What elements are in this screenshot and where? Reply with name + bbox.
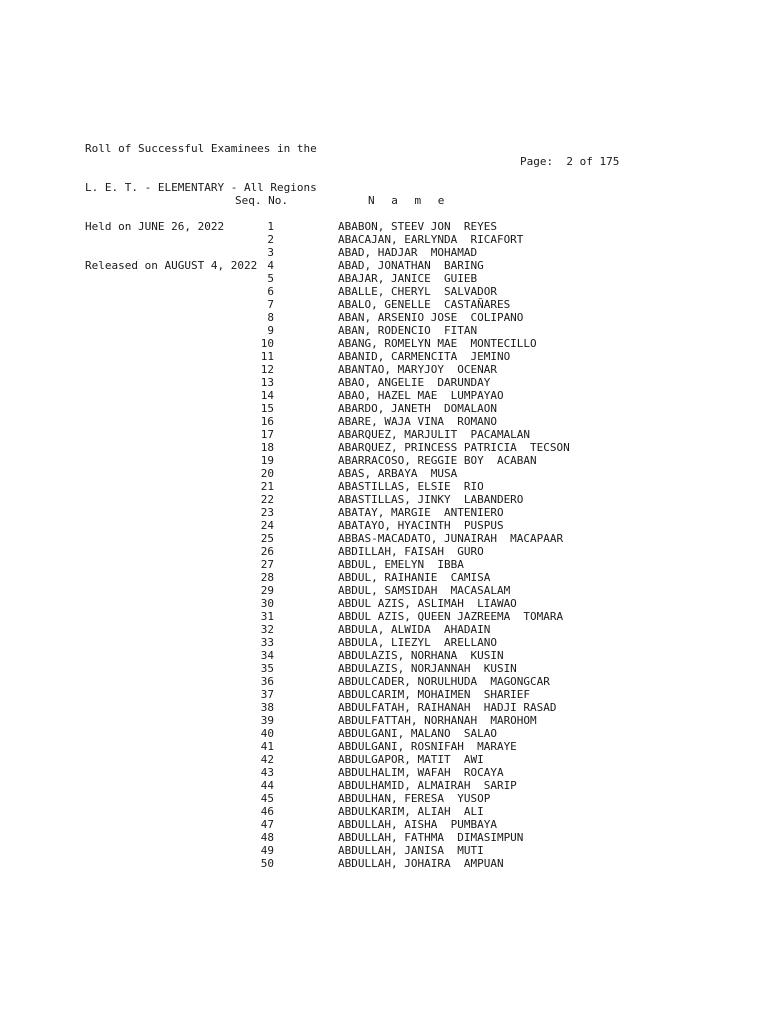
seq-number: 12 [260,363,274,376]
examinee-name: ABDILLAH, FAISAH GURO [338,545,484,558]
seq-number: 37 [260,688,274,701]
examinee-row [0,454,768,467]
examinee-name: ABDULGANI, ROSNIFAH MARAYE [338,740,517,753]
examinee-name: ABAD, HADJAR MOHAMAD [338,246,478,259]
examinee-name: ABARE, WAJA VINA ROMANO [338,415,497,428]
seq-number: 19 [260,454,274,467]
seq-number: 30 [260,597,274,610]
seq-number: 13 [260,376,274,389]
examinee-row [0,649,768,662]
examinee-row [0,857,768,870]
examinee-name: ABACAJAN, EARLYNDA RICAFORT [338,233,524,246]
examinee-name: ABASTILLAS, ELSIE RIO [338,480,484,493]
examinee-name: ABATAYO, HYACINTH PUSPUS [338,519,504,532]
examinee-name: ABDULFATAH, RAIHANAH HADJI RASAD [338,701,557,714]
examinee-name: ABARQUEZ, PRINCESS PATRICIA TECSON [338,441,570,454]
examinee-row [0,779,768,792]
examinee-name: ABDULHALIM, WAFAH ROCAYA [338,766,504,779]
seq-number: 4 [267,259,274,272]
examinee-name: ABANTAO, MARYJOY OCENAR [338,363,497,376]
examinee-row [0,233,768,246]
seq-number: 3 [267,246,274,259]
seq-number: 31 [260,610,274,623]
examinee-name: ABDULA, ALWIDA AHADAIN [338,623,491,636]
examinee-row [0,792,768,805]
seq-number: 36 [260,675,274,688]
seq-number: 28 [260,571,274,584]
examinee-name: ABARRACOSO, REGGIE BOY ACABAN [338,454,537,467]
seq-number: 6 [267,285,274,298]
examinee-row [0,298,768,311]
seq-number: 41 [260,740,274,753]
examinee-row [0,688,768,701]
seq-number: 24 [260,519,274,532]
seq-column-header: Seq. No. [235,194,288,207]
examinee-row [0,753,768,766]
examinee-row [0,545,768,558]
seq-number: 42 [260,753,274,766]
examinee-row [0,818,768,831]
header-release-date: Released on AUGUST 4, 2022 [85,259,258,272]
examinee-row [0,480,768,493]
examinee-name: ABALLE, CHERYL SALVADOR [338,285,497,298]
examinee-row [0,532,768,545]
seq-number: 23 [260,506,274,519]
seq-number: 14 [260,389,274,402]
examinee-name: ABBAS-MACADATO, JUNAIRAH MACAPAAR [338,532,564,545]
examinee-row [0,714,768,727]
examinee-name: ABDULAZIS, NORHANA KUSIN [338,649,504,662]
examinee-name: ABDULCADER, NORULHUDA MAGONGCAR [338,675,550,688]
examinee-row [0,610,768,623]
examinee-row [0,571,768,584]
seq-number: 40 [260,727,274,740]
seq-number: 11 [260,350,274,363]
examinee-row [0,727,768,740]
examinee-row [0,220,768,233]
examinee-name: ABDUL, EMELYN IBBA [338,558,464,571]
examinee-row [0,740,768,753]
examinee-row [0,324,768,337]
examinee-name: ABDULKARIM, ALIAH ALI [338,805,484,818]
examinee-row [0,623,768,636]
seq-number: 45 [260,792,274,805]
header-title-line-1: Roll of Successful Examinees in the [85,142,317,155]
examinee-name: ABDULHAN, FERESA YUSOP [338,792,491,805]
examinee-name: ABDULHAMID, ALMAIRAH SARIP [338,779,517,792]
examinee-name: ABDULGAPOR, MATIT AWI [338,753,484,766]
examinee-row [0,519,768,532]
examinee-row [0,662,768,675]
seq-number: 2 [267,233,274,246]
examinee-name: ABALO, GENELLE CASTAÑARES [338,298,511,311]
examinee-row [0,844,768,857]
seq-number: 46 [260,805,274,818]
examinee-row [0,805,768,818]
seq-number: 48 [260,831,274,844]
examinee-name: ABABON, STEEV JON REYES [338,220,497,233]
seq-number: 47 [260,818,274,831]
seq-number: 17 [260,428,274,441]
seq-number: 33 [260,636,274,649]
examinee-row [0,636,768,649]
examinee-row [0,363,768,376]
examinee-name: ABDULCARIM, MOHAIMEN SHARIEF [338,688,531,701]
page-indicator: Page: 2 of 175 [520,155,620,168]
seq-number: 44 [260,779,274,792]
seq-number: 49 [260,844,274,857]
examinee-row [0,584,768,597]
seq-number: 43 [260,766,274,779]
examinee-row [0,402,768,415]
examinee-row [0,558,768,571]
seq-number: 20 [260,467,274,480]
examinee-name: ABDUL AZIS, QUEEN JAZREEMA TOMARA [338,610,564,623]
seq-number: 9 [267,324,274,337]
examinee-name: ABDUL, SAMSIDAH MACASALAM [338,584,511,597]
examinee-name: ABDULLAH, JANISA MUTI [338,844,484,857]
examinee-name: ABARDO, JANETH DOMALAON [338,402,497,415]
examinee-name: ABATAY, MARGIE ANTENIERO [338,506,504,519]
examinee-name: ABDUL AZIS, ASLIMAH LIAWAO [338,597,517,610]
examinee-row [0,389,768,402]
seq-number: 35 [260,662,274,675]
examinee-name: ABASTILLAS, JINKY LABANDERO [338,493,524,506]
examinee-row [0,597,768,610]
examinee-row [0,831,768,844]
examinee-row [0,311,768,324]
examinee-name: ABDULLAH, JOHAIRA AMPUAN [338,857,504,870]
seq-number: 27 [260,558,274,571]
examinee-name: ABDULGANI, MALANO SALAO [338,727,497,740]
seq-number: 29 [260,584,274,597]
seq-number: 16 [260,415,274,428]
examinee-name: ABAS, ARBAYA MUSA [338,467,458,480]
examinee-name: ABDULFATTAH, NORHANAH MAROHOM [338,714,537,727]
seq-number: 15 [260,402,274,415]
examinee-name: ABDUL, RAIHANIE CAMISA [338,571,491,584]
examinee-row [0,350,768,363]
examinee-row [0,259,768,272]
name-column-header: N a m e [368,194,450,207]
examinee-name: ABAO, HAZEL MAE LUMPAYAO [338,389,504,402]
examinee-name: ABARQUEZ, MARJULIT PACAMALAN [338,428,531,441]
examinee-name: ABDULAZIS, NORJANNAH KUSIN [338,662,517,675]
seq-number: 50 [260,857,274,870]
examinee-row [0,441,768,454]
examinee-row [0,701,768,714]
examinee-row [0,272,768,285]
examinee-row [0,428,768,441]
examinee-name: ABAO, ANGELIE DARUNDAY [338,376,491,389]
seq-number: 39 [260,714,274,727]
examinee-row [0,337,768,350]
seq-number: 22 [260,493,274,506]
seq-number: 21 [260,480,274,493]
examinee-name: ABDULLAH, AISHA PUMBAYA [338,818,497,831]
seq-number: 5 [267,272,274,285]
examinee-name: ABDULA, LIEZYL ARELLANO [338,636,497,649]
examinee-row [0,415,768,428]
examinee-row [0,506,768,519]
examinee-row [0,467,768,480]
header-title-line-2: L. E. T. - ELEMENTARY - All Regions [85,181,317,194]
examinee-name: ABDULLAH, FATHMA DIMASIMPUN [338,831,524,844]
examinee-row [0,376,768,389]
examinee-row [0,675,768,688]
seq-number: 25 [260,532,274,545]
examinee-name: ABANG, ROMELYN MAE MONTECILLO [338,337,537,350]
examinee-name: ABANID, CARMENCITA JEMINO [338,350,511,363]
seq-number: 38 [260,701,274,714]
seq-number: 34 [260,649,274,662]
seq-number: 10 [260,337,274,350]
examinee-row [0,246,768,259]
seq-number: 18 [260,441,274,454]
examinee-name: ABAJAR, JANICE GUIEB [338,272,478,285]
seq-number: 32 [260,623,274,636]
examinee-name: ABAD, JONATHAN BARING [338,259,484,272]
examinee-row [0,285,768,298]
examinee-name: ABAN, RODENCIO FITAN [338,324,478,337]
examinee-name: ABAN, ARSENIO JOSE COLIPANO [338,311,524,324]
examinee-row [0,493,768,506]
seq-number: 26 [260,545,274,558]
seq-number: 7 [267,298,274,311]
seq-number: 1 [267,220,274,233]
examinee-list [0,220,768,870]
header-exam-date: Held on JUNE 26, 2022 [85,220,225,233]
examinee-row [0,766,768,779]
seq-number: 8 [267,311,274,324]
